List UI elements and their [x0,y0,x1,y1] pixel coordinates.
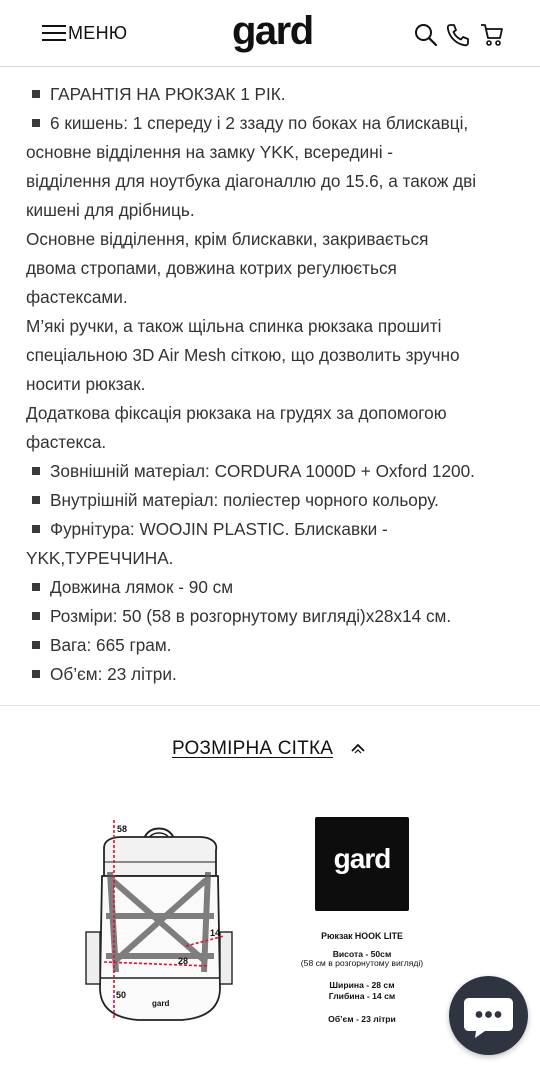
description-text: фастекса. [26,432,107,452]
model-name: Рюкзак HOOK LITE [321,931,403,941]
bullet-icon [32,496,40,504]
spec-height-note: (58 см в розгорнутому вигляді) [300,958,424,968]
description-text: Довжина лямок - 90 см [50,577,234,597]
backpack-logo: gard [152,999,170,1008]
chevron-up-icon[interactable] [350,741,366,755]
description-line [26,602,516,631]
bullet-icon [32,612,40,620]
description-text: кишені для дрібниць. [26,200,195,220]
spec-height: Висота - 50см [332,949,392,959]
description-text: YKK,ТУРЕЧЧИНА. [26,548,174,568]
site-header [0,0,540,67]
bullet-icon [32,583,40,591]
description-line [26,660,516,689]
description-text: Об’єм: 23 літри. [50,664,177,684]
description-line [26,196,516,225]
search-icon[interactable] [413,22,439,48]
description-line [26,312,516,341]
description-line [26,138,516,167]
description-line [26,428,516,457]
menu-icon[interactable] [42,25,66,42]
bullet-icon [32,119,40,127]
cart-icon[interactable] [479,22,505,48]
spec-width: Ширина - 28 см [329,980,395,990]
chat-button[interactable] [449,976,528,1055]
description-text: Фурнітура: WOOJIN PLASTIC. Блискавки - [50,519,388,539]
phone-icon[interactable] [445,22,471,48]
description-text: Додаткова фіксація рюкзака на грудях за допомогою [26,403,447,423]
description-line [26,399,516,428]
description-text: М’які ручки, а також щільна спинка рюкзака прошиті [26,316,442,336]
dimension-label-width: 28 [178,956,189,966]
description-text: ГАРАНТІЯ НА РЮКЗАК 1 РІК. [50,84,286,104]
dimension-label-height: 50 [116,990,127,1000]
size-chart-toggle[interactable]: РОЗМІРНА СІТКА [172,738,334,759]
backpack-diagram [82,812,242,1032]
description-line [26,631,516,660]
section-divider [0,705,540,706]
description-text: спеціальною 3D Air Mesh сіткою, що дозволить зручно [26,345,460,365]
description-text: відділення для ноутбука діагоналлю до 15.6, а також дві [26,171,477,191]
description-line [26,573,516,602]
description-line [26,167,516,196]
bullet-icon [32,90,40,98]
spec-volume: Об’єм - 23 літри [328,1014,396,1024]
description-line [26,225,516,254]
description-line [26,370,516,399]
bullet-icon [32,641,40,649]
bullet-icon [32,670,40,678]
description-line [26,544,516,573]
description-line [26,80,516,109]
description-text: основне відділення на замку YKK, всередині - [26,142,394,162]
description-line [26,283,516,312]
description-text: Зовнішній матеріал: CORDURA 1000D + Oxford 1200. [50,461,475,481]
description-text: Розміри: 50 (58 в розгорнутому вигляді)x28x14 см. [50,606,452,626]
bullet-icon [32,467,40,475]
description-text: Внутрішній матеріал: поліестер чорного кольору. [50,490,439,510]
description-text: фастексами. [26,287,128,307]
description-text: Вага: 665 грам. [50,635,172,655]
spec-depth: Глибина - 14 см [328,991,396,1001]
description-line [26,109,516,138]
brand-logo-text: gard [333,843,391,874]
bullet-icon [32,525,40,533]
description-line [26,341,516,370]
description-text: Основне відділення, крім блискавки, закривається [26,229,429,249]
description-line [26,457,516,486]
description-line [26,254,516,283]
logo[interactable]: gard [232,9,313,53]
brand-logo-box [315,817,409,911]
product-description [26,80,516,689]
description-line [26,515,516,544]
dimension-label-top: 58 [117,824,128,834]
description-line [26,486,516,515]
chat-bubble-icon [449,976,528,1055]
description-text: двома стропами, довжина котрих регулюється [26,258,397,278]
description-text: носити рюкзак. [26,374,146,394]
description-text: 6 кишень: 1 спереду і 2 ззаду по боках на блискавці, [50,113,469,133]
menu-label[interactable]: МЕНЮ [68,23,128,43]
dimension-label-side: 14 [210,928,221,938]
